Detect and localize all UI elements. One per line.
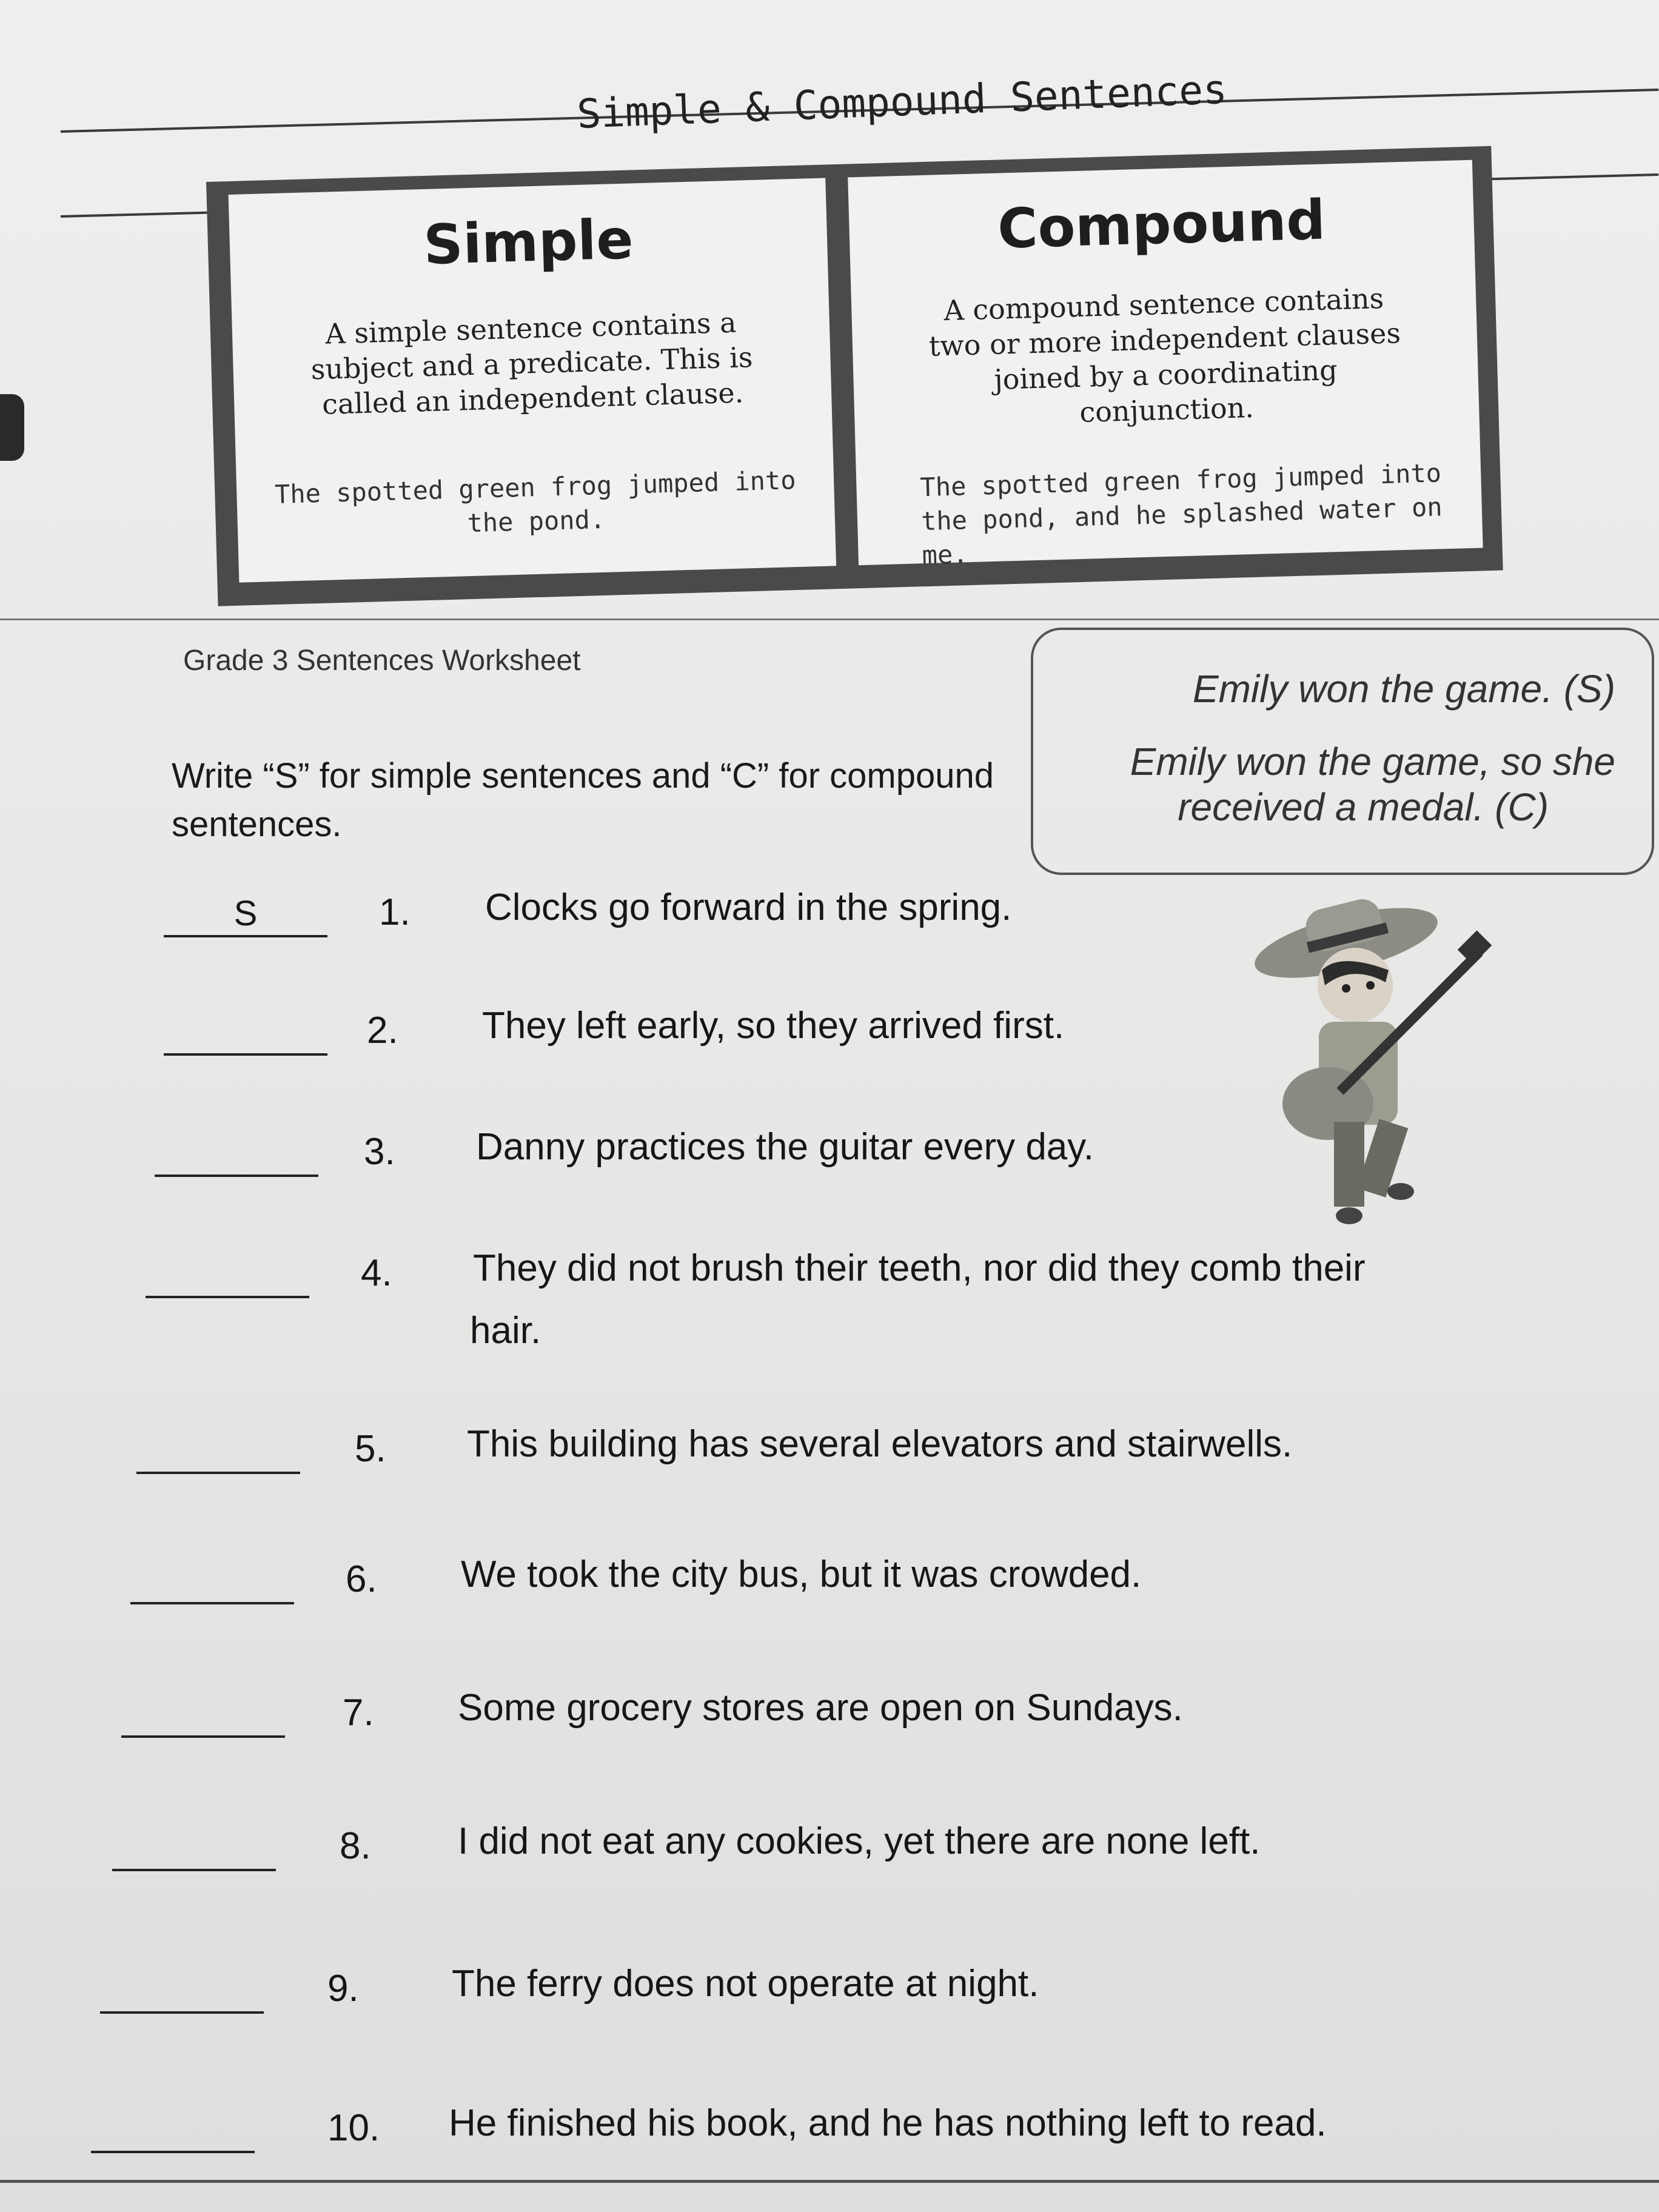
simple-definition: A simple sentence contains a subject and a predicate. This is called an independent clause. [310,306,754,421]
simple-example: The spotted green frog jumped into the pond. [274,465,797,538]
answer-blank[interactable] [146,1296,309,1298]
simple-heading: Simple [423,207,634,278]
example-compound-line2: received a medal. (C) [1178,785,1549,829]
compound-heading: Compound [996,188,1327,261]
question-6 [130,1552,1525,1601]
example-box [1031,628,1654,875]
question-text: He finished his book, and he has nothing left to read. [449,2102,1327,2144]
question-number: 3. [364,1131,395,1173]
question-5 [136,1422,1531,1470]
answer-blank[interactable] [100,2011,264,2014]
question-number: 9. [327,1968,359,2009]
bottom-rule [0,2180,1659,2183]
answer-blank[interactable] [121,1735,285,1738]
question-number: 5. [355,1428,386,1470]
answer-blank[interactable] [164,1053,327,1056]
example-simple: Emily won the game. (S) [1192,667,1615,711]
answer-blank[interactable] [155,1175,318,1177]
question-number: 8. [340,1825,371,1867]
question-text: The ferry does not operate at night. [452,1963,1039,2005]
question-4 [146,1246,1540,1295]
compound-example: The spotted green frog jumped into the pond, and he splashed water on me. [919,458,1443,571]
question-text: Clocks go forward in the spring. [485,886,1012,928]
question-9 [100,1962,1495,2010]
question-text: Some grocery stores are open on Sundays. [458,1687,1183,1729]
question-2 [164,1004,1558,1052]
question-3 [155,1125,1549,1173]
question-text: They left early, so they arrived first. [482,1005,1065,1047]
worksheet-title: Grade 3 Sentences Worksheet [183,645,581,677]
simple-cell [229,178,836,582]
question-number: 10. [327,2107,380,2149]
answer-value: S [233,894,258,933]
banner-title: Simple & Compound Sentences [576,65,1228,138]
answer-blank[interactable] [130,1602,294,1604]
banner-bottom-rule [0,618,1659,620]
question-text: I did not eat any cookies, yet there are none left. [458,1820,1261,1862]
question-text: We took the city bus, but it was crowded. [461,1553,1142,1595]
question-4-continuation [470,1304,712,1352]
question-number: 1. [379,891,411,933]
answer-blank[interactable] [112,1869,276,1871]
question-text: Danny practices the guitar every day. [476,1126,1094,1168]
question-text: They did not brush their teeth, nor did they comb their [473,1247,1366,1289]
compound-definition: A compound sentence contains two or more independent clauses joined by a coordinating conjunction. [928,281,1401,429]
question-text-cont: hair. [470,1310,541,1352]
question-number: 7. [343,1692,374,1734]
pencil-edge [0,394,24,461]
question-number: 2. [367,1010,398,1051]
question-10 [91,2101,1546,2150]
question-number: 6. [346,1558,377,1600]
question-text: This building has several elevators and stairwells. [467,1423,1293,1465]
compound-cell [848,160,1483,571]
question-8 [112,1819,1537,1868]
answer-blank[interactable] [136,1472,300,1474]
sentence-types-table [206,146,1503,606]
example-compound-line1: Emily won the game, so she [1130,740,1615,783]
question-7 [121,1686,1516,1734]
boy-guitar-illustration [1249,885,1504,1249]
answer-blank[interactable] [91,2151,255,2153]
instructions: Write “S” for simple sentences and “C” for compound sentences. [172,756,994,844]
answer-blank[interactable] [164,935,327,937]
question-number: 4. [361,1252,392,1294]
question-1 [164,885,1558,934]
